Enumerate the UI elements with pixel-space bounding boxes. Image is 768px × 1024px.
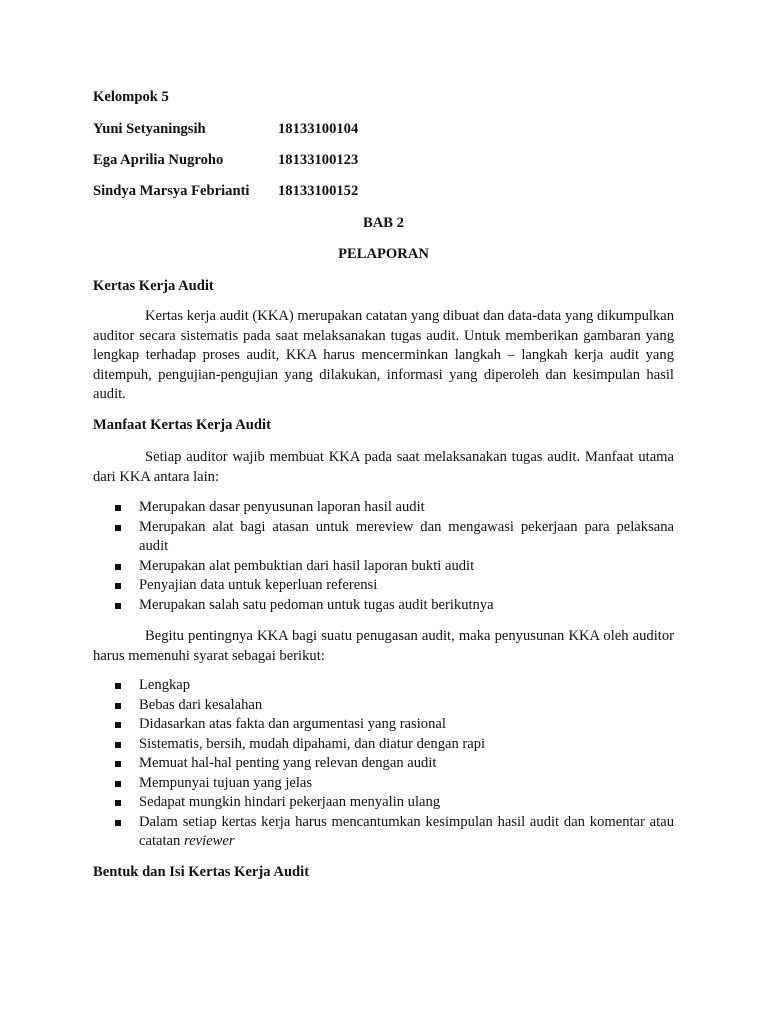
member-name: Ega Aprilia Nugroho xyxy=(93,152,224,168)
list-item-text: Merupakan dasar penyusunan laporan hasil audit xyxy=(139,499,425,515)
list-item-text: Mempunyai tujuan yang jelas xyxy=(139,774,313,791)
list-item xyxy=(93,498,674,518)
bullet-icon xyxy=(115,564,121,570)
list-item-text: Didasarkan atas fakta dan argumentasi yang rasional xyxy=(139,716,446,732)
list-item-text: Sistematis, bersih, mudah dipahami, dan diatur dengan rapi xyxy=(139,735,486,752)
bullet-icon xyxy=(115,525,121,531)
list-item-text: Sedapat mungkin hindari pekerjaan menyalin ulang xyxy=(139,794,441,810)
bullet-icon xyxy=(115,820,121,826)
body-paragraph: Setiap auditor wajib membuat KKA pada saat melaksanakan tugas audit. Manfaat utama dari KKA antara lain: xyxy=(93,449,674,485)
bullet-icon xyxy=(115,583,121,589)
bullet-icon xyxy=(115,505,121,511)
member-name: Sindya Marsya Febrianti xyxy=(93,183,250,199)
list-item-text: Merupakan salah satu pedoman untuk tugas audit berikutnya xyxy=(139,596,494,613)
list-item-italic-text: reviewer xyxy=(183,833,235,849)
bullet-icon xyxy=(115,683,121,689)
bullet-icon xyxy=(115,781,121,787)
member-id: 18133100152 xyxy=(278,183,359,199)
list-item xyxy=(93,696,674,716)
list-item-text: Lengkap xyxy=(139,677,191,693)
member-id: 18133100123 xyxy=(278,152,359,168)
list-item-text: Merupakan alat pembuktian dari hasil laporan bukti audit xyxy=(139,557,475,574)
chapter-number: BAB 2 xyxy=(363,215,404,231)
list-item xyxy=(93,676,674,696)
list-item xyxy=(93,754,674,774)
list-item xyxy=(93,557,674,577)
bullet-icon xyxy=(115,761,121,767)
group-label: Kelompok 5 xyxy=(93,89,169,105)
list-item-text: Dalam setiap kertas kerja harus mencantumkan kesimpulan hasil audit dan komentar atau catatan xyxy=(139,813,674,849)
list-item xyxy=(93,793,674,813)
bullet-icon xyxy=(115,800,121,806)
list-item xyxy=(93,813,674,852)
benefits-list xyxy=(93,498,674,615)
bullet-icon xyxy=(115,703,121,709)
requirements-list xyxy=(93,676,674,852)
bullet-icon xyxy=(115,603,121,609)
list-item xyxy=(93,576,674,596)
section-heading: Bentuk dan Isi Kertas Kerja Audit xyxy=(93,864,310,880)
list-item xyxy=(93,774,674,794)
list-item-text: Memuat hal-hal penting yang relevan dengan audit xyxy=(139,755,437,771)
bullet-icon xyxy=(115,742,121,748)
member-id: 18133100104 xyxy=(278,121,359,137)
list-item xyxy=(93,596,674,616)
chapter-title: PELAPORAN xyxy=(338,246,429,262)
list-item-text: Penyajian data untuk keperluan referensi xyxy=(139,577,378,593)
section-heading: Kertas Kerja Audit xyxy=(93,278,214,294)
list-item xyxy=(93,518,674,557)
list-item xyxy=(93,715,674,735)
section-heading: Manfaat Kertas Kerja Audit xyxy=(93,417,271,433)
bullet-icon xyxy=(115,722,121,728)
body-paragraph: Kertas kerja audit (KKA) merupakan catatan yang dibuat dan data-data yang dikumpulkan auditor secara sistematis pada saat melaksanakan tugas audit. Untuk memberikan gambaran yang lengkap terhadap proses audit, KKA harus mencerminkan langkah – langkah kerja audit yang ditempuh, pengujian-pengujian yang dilakukan, informasi yang diperoleh dan kesimpulan hasil audit. xyxy=(93,308,674,402)
list-item xyxy=(93,735,674,755)
member-name: Yuni Setyaningsih xyxy=(93,121,206,137)
list-item-text: Bebas dari kesalahan xyxy=(139,696,263,713)
list-item-text: Merupakan alat bagi atasan untuk mereview dan mengawasi pekerjaan para pelaksana audit xyxy=(139,518,674,554)
body-paragraph: Begitu pentingnya KKA bagi suatu penugasan audit, maka penyusunan KKA oleh auditor harus memenuhi syarat sebagai berikut: xyxy=(93,628,674,664)
